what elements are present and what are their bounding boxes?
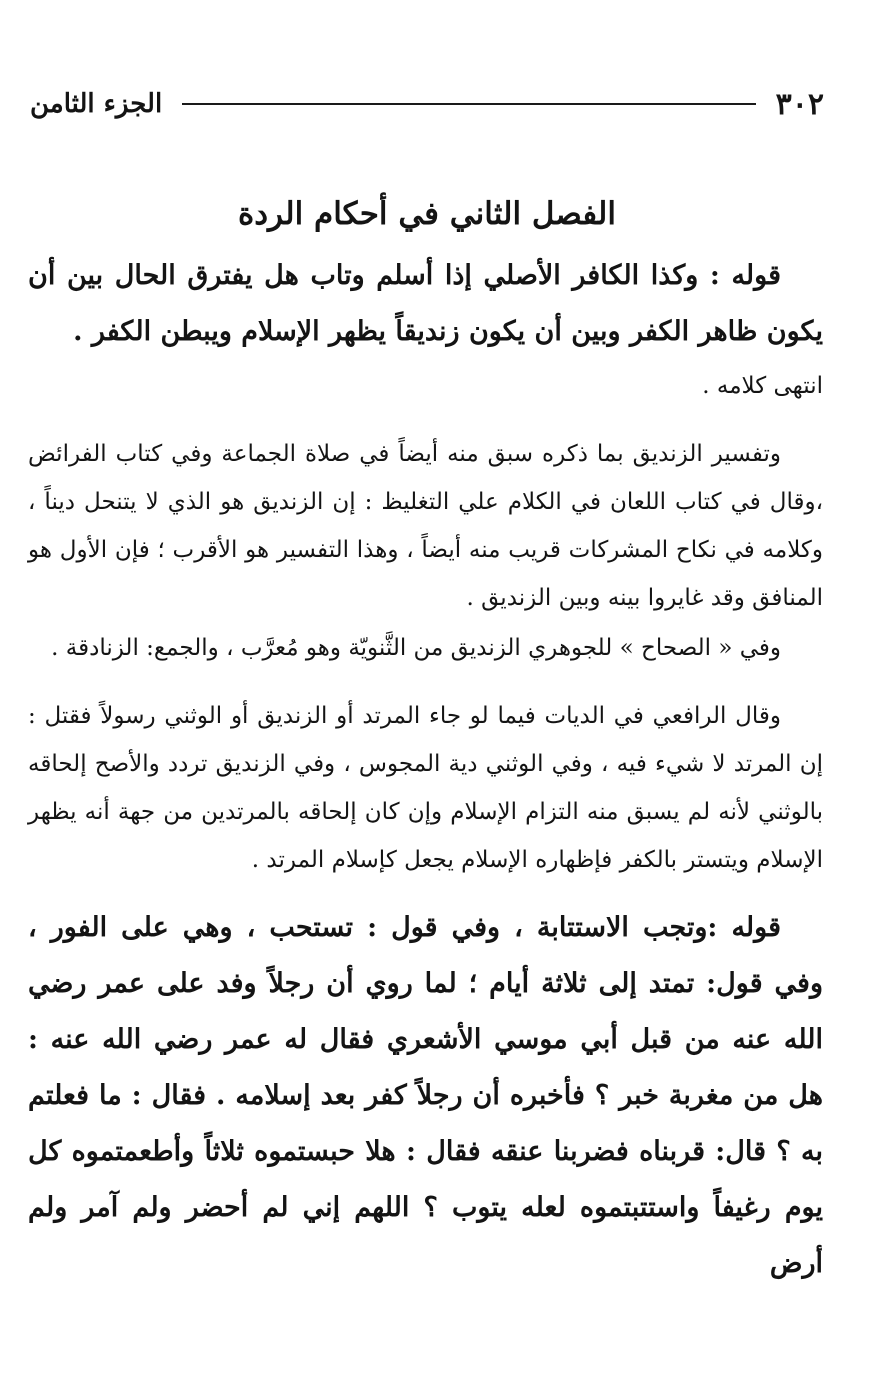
paragraph: وقال الرافعي في الديات فيما لو جاء المرتد أو الزنديق أو الوثني رسولاً فقتل : إن المرتد لا شيء فيه ، وفي الوثني دية المجوس ، وفي الزنديق تردد والأصح إلحاقه بالوثني لأنه لم يسبق منه التزام الإسلام وإن كان إلحاقه بالمرتدين من جهة أنه يظهر الإسلام ويتستر بالكفر فإظهاره الإسلام يجعل كإسلام المرتد . (28, 703, 823, 873)
quoted-passage: قوله :وتجب الاستتابة ، وفي قول : تستحب ، وهي على الفور ، وفي قول: تمتد إلى ثلاثة أيام ؛ لما روي أن رجلاً وفد على عمر رضي الله عنه من قبل أبي موسي الأشعري فقال له عمر رضي الله عنه : هل من مغربة خبر ؟ فأخبره أن رجلاً كفر بعد إسلامه . فقال : ما فعلتم به ؟ قال: قربناه فضربنا عنقه فقال : هلا حبستموه ثلاثاً وأطعمتموه كل يوم رغيفاً واستتبتموه لعله يتوب ؟ اللهم إني لم أحضر ولم آمر ولم أرض (28, 912, 823, 1279)
paragraph: انتهى كلامه . (702, 373, 823, 399)
body-text (28, 248, 823, 1292)
chapter-title: الفصل الثاني في أحكام الردة (238, 196, 616, 232)
quoted-passage: قوله : وكذا الكافر الأصلي إذا أسلم وتاب هل يفترق الحال بين أن يكون ظاهر الكفر وبين أن يكون زنديقاً يظهر الإسلام ويبطن الكفر . (28, 260, 823, 347)
page-number: ٣٠٢ (775, 86, 824, 122)
page-header (30, 84, 824, 124)
header-rule (182, 103, 755, 105)
paragraph: وفي « الصحاح » للجوهري الزنديق من الثَّنويّة وهو مُعرَّب ، والجمع: الزنادقة . (51, 635, 781, 661)
paragraph: وتفسير الزنديق بما ذكره سبق منه أيضاً في صلاة الجماعة وفي كتاب الفرائض ،وقال في كتاب اللعان في الكلام علي التغليظ : إن الزنديق هو الذي لا يتنحل ديناً ، وكلامه في نكاح المشركات قريب منه أيضاً ، وهذا التفسير هو الأقرب ؛ فإن الأول هو المنافق وقد غايروا بينه وبين الزنديق . (28, 441, 823, 611)
running-title: الجزء الثامن (30, 89, 163, 119)
